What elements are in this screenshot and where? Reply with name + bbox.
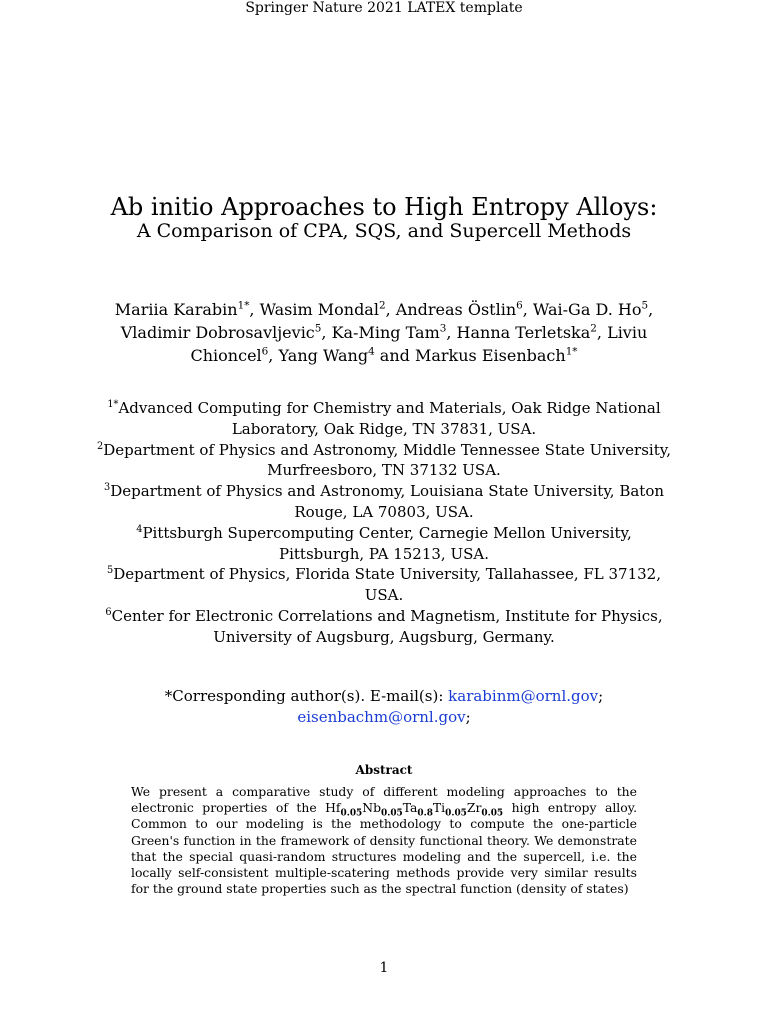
formula-element: Zr bbox=[466, 800, 482, 816]
author-name: Hanna Terletska bbox=[456, 323, 591, 342]
paper-subtitle: A Comparison of CPA, SQS, and Supercell Methods bbox=[136, 220, 632, 242]
corresponding-author bbox=[96, 686, 672, 728]
author-name: Andreas Östlin bbox=[395, 300, 517, 319]
author-name: Vladimir Dobrosavljevic bbox=[120, 323, 315, 342]
author-affiliation-mark: 3 bbox=[439, 322, 447, 335]
email-separator: ; bbox=[465, 708, 471, 726]
affiliation-text: Department of Physics and Astronomy, Louisiana State University, Baton Rouge, LA 70803, USA. bbox=[110, 482, 665, 521]
author-name: Yang Wang bbox=[278, 346, 369, 365]
affiliation-mark: 2 bbox=[97, 440, 104, 452]
formula-subscript: 0.05 bbox=[340, 808, 363, 819]
email-link-eisenbach[interactable]: eisenbachm@ornl.gov bbox=[297, 708, 466, 726]
affiliation-mark: 3 bbox=[103, 482, 111, 494]
author-name: Markus Eisenbach bbox=[414, 346, 566, 365]
author-name: Wasim Mondal bbox=[259, 300, 379, 319]
author-list: Mariia Karabin$^{1*}$, Wasim Mondal$^2$, Andreas Östlin$^6$, Wai-Ga D. Ho$^5$, Vladimir Dobrosavljevic$^5$, Ka-Ming Tam$^3$, Hanna Terletska$^2$, Liviu Chioncel$^6$, Yang Wang$^4$ and Markus Eisenbach$^{1*}$ bbox=[114, 299, 654, 365]
page-number: 1 bbox=[379, 960, 389, 976]
formula-subscript: 0.8 bbox=[417, 808, 433, 819]
affiliation-mark: 6 bbox=[105, 606, 112, 618]
corresponding-prefix: *Corresponding author(s). E-mail(s): bbox=[164, 687, 449, 705]
paper-title: Ab initio Approaches to High Entropy Alloys: bbox=[110, 193, 658, 222]
affiliation-item bbox=[96, 440, 672, 482]
affiliation-item bbox=[96, 606, 672, 648]
affiliation-list bbox=[96, 398, 672, 648]
affiliation-item bbox=[96, 523, 672, 565]
affiliation-mark: 4 bbox=[136, 523, 143, 535]
affiliation-text: Department of Physics, Florida State University, Tallahassee, FL 37132, USA. bbox=[113, 565, 661, 605]
affiliation-text: Center for Electronic Correlations and Magnetism, Institute for Physics, University of Augsburg, Augsburg, Germany. bbox=[111, 606, 663, 646]
formula-element: Ta bbox=[402, 800, 418, 816]
formula-element: Ti bbox=[432, 800, 446, 816]
author-affiliation-mark: 2 bbox=[378, 299, 386, 312]
affiliation-item bbox=[96, 398, 672, 440]
affiliation-item bbox=[96, 481, 672, 523]
alloy-formula bbox=[325, 800, 504, 819]
affiliation-text: Pittsburgh Supercomputing Center, Carnegie Mellon University, Pittsburgh, PA 15213, USA. bbox=[142, 523, 632, 563]
affiliation-mark: 5 bbox=[107, 565, 114, 577]
formula-subscript: 0.05 bbox=[481, 808, 504, 819]
author-affiliation-mark: 2 bbox=[590, 322, 597, 335]
author-affiliation-mark: 1* bbox=[565, 345, 578, 358]
formula-element: Nb bbox=[362, 800, 382, 816]
formula-subscript: 0.05 bbox=[381, 808, 403, 819]
affiliation-text: Advanced Computing for Chemistry and Materials, Oak Ridge National Laboratory, Oak Ridge, TN 37831, USA. bbox=[118, 399, 661, 438]
author-affiliation-mark: 5 bbox=[314, 322, 322, 335]
email-link-karabin[interactable]: karabinm@ornl.gov bbox=[448, 687, 599, 705]
affiliation-mark: 1* bbox=[107, 399, 119, 410]
formula-element: Hf bbox=[325, 800, 341, 816]
author-affiliation-mark: 6 bbox=[516, 299, 523, 312]
header-text: Springer Nature 2021 LATEX template bbox=[245, 0, 523, 16]
author-affiliation-mark: 6 bbox=[261, 345, 269, 358]
author-name: Wai-Ga D. Ho bbox=[532, 300, 642, 319]
abstract-text-start: We present a comparative study of different modeling approaches to the electronic properties of the bbox=[131, 784, 637, 816]
author-name: Liviu Chioncel bbox=[190, 323, 648, 365]
author-affiliation-mark: 5 bbox=[641, 299, 649, 312]
author-affiliation-mark: 1* bbox=[237, 299, 250, 312]
author-name: Mariia Karabin bbox=[114, 300, 238, 319]
affiliation-item bbox=[96, 564, 672, 606]
author-name: Ka-Ming Tam bbox=[331, 323, 440, 342]
running-header bbox=[0, 0, 768, 16]
author-affiliation-mark: 4 bbox=[368, 345, 375, 358]
email-separator: ; bbox=[598, 687, 604, 705]
abstract-heading: Abstract bbox=[355, 763, 413, 777]
abstract-text-end: high entropy alloy. Common to our modeling is the methodology to compute the one-particle Green's function in the framework of density functional theory. We demonstrate that the special quasi-random structures modeling and the supercell, i.e. the locally self-consistent multiple-scatering methods provide very similar results for the ground state properties such as the spectral function (density of states) bbox=[131, 800, 638, 897]
affiliation-text: Department of Physics and Astronomy, Middle Tennessee State University, Murfreesboro, TN 37132 USA. bbox=[103, 440, 671, 480]
abstract-body bbox=[131, 784, 637, 897]
formula-subscript: 0.05 bbox=[445, 808, 467, 819]
